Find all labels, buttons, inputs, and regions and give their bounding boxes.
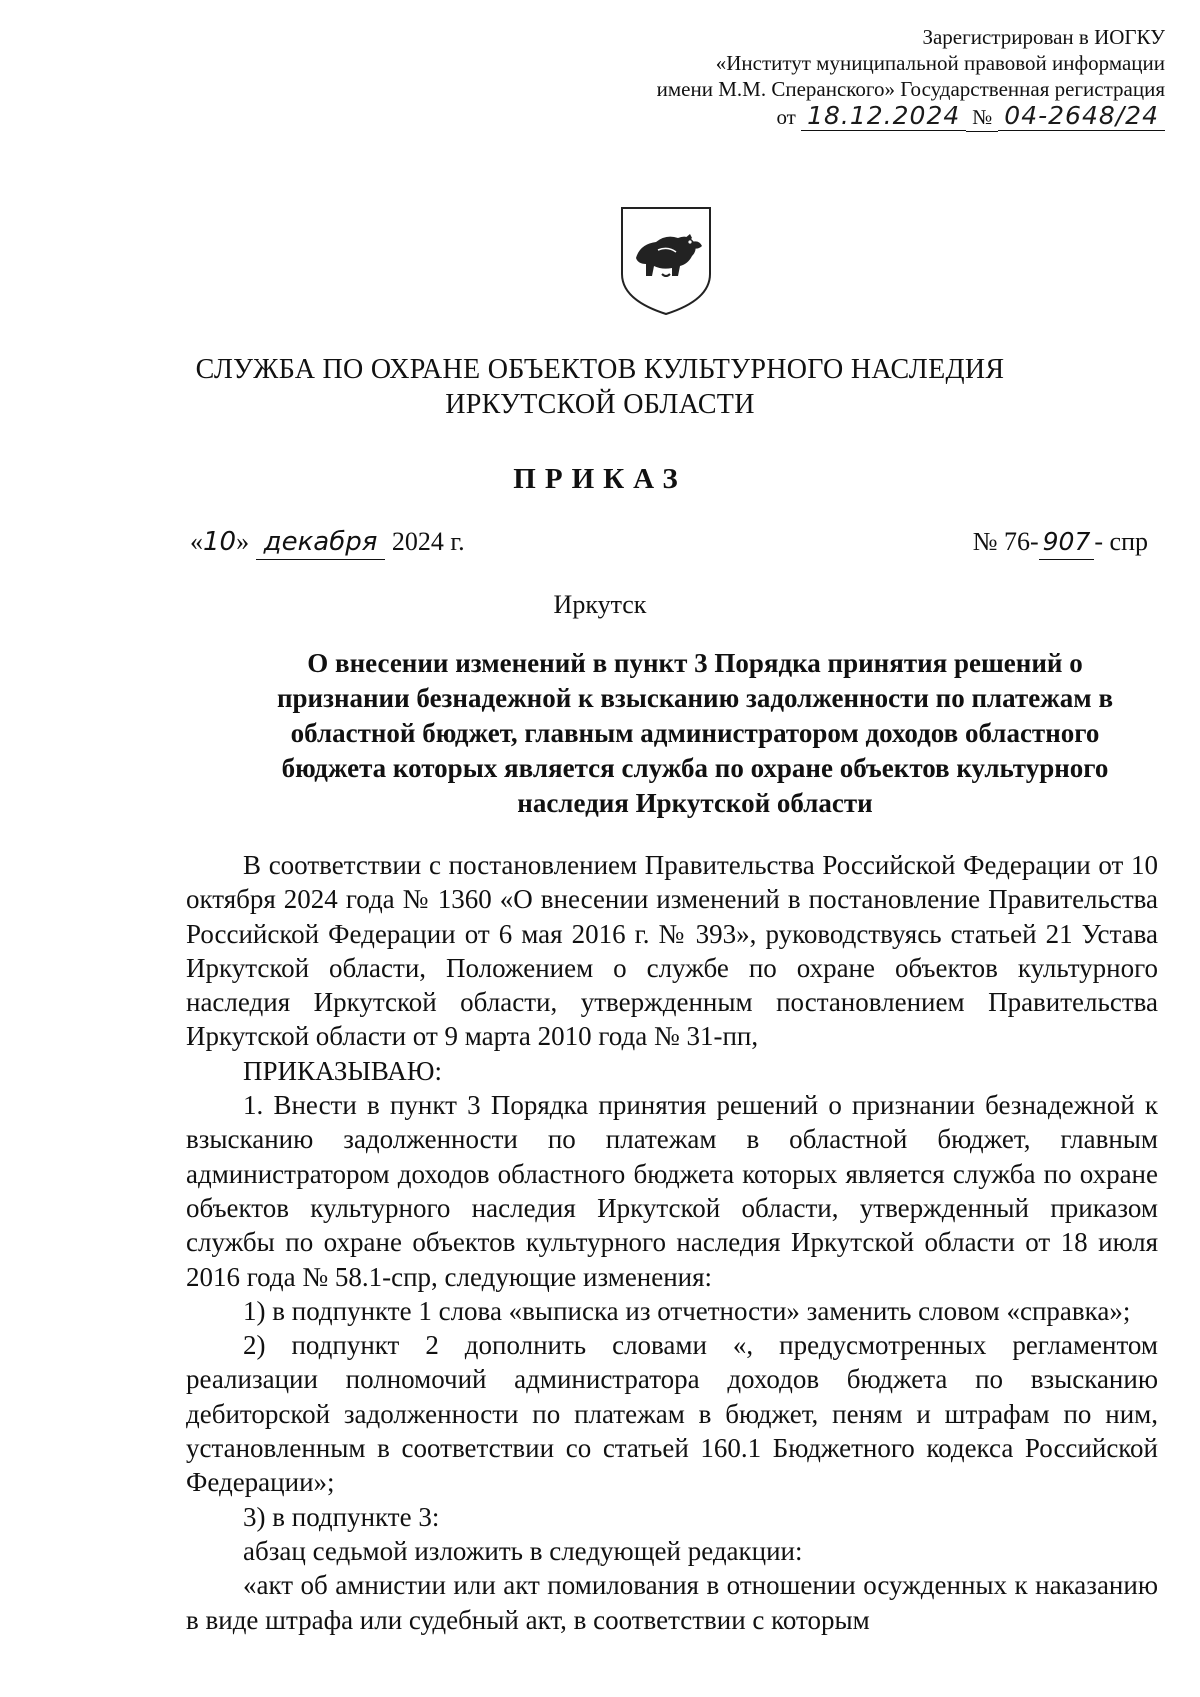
registration-line-4 xyxy=(525,102,1165,132)
preamble-paragraph: В соответствии с постановлением Правительства Российской Федерации от 10 октября 2024 года № 1360 «О внесении изменений в постановление Правительства Российской Федерации от 6 мая 2016 г. № 393», руководствуясь статьей 21 Устава Иркутской области, Положением о службе по охране объектов культурного наследия Иркутской области, утвержденным постановлением Правительства Иркутской области от 9 марта 2010 года № 31-пп, xyxy=(186,850,1158,1052)
order-number xyxy=(973,525,1148,560)
registration-line-2: «Институт муниципальной правовой информации xyxy=(715,51,1165,75)
item-1-paragraph: 1. Внести в пункт 3 Порядка принятия решений о признании безнадежной к взысканию задолженности по платежам в областной бюджет, главным администратором доходов областного бюджета которых является служба по охране объектов культурного наследия Иркутской области, утвержденный приказом службы по охране объектов культурного наследия Иркутской области от 18 июля 2016 года № 58.1-спр, следующие изменения: xyxy=(186,1090,1158,1292)
order-heading: О внесении изменений в пункт 3 Порядка принятия решений о признании безнадежной к взысканию задолженности по платежам в областной бюджет, главным администратором доходов областного бюджета которых является служба по охране объектов культурного наследия Иркутской области xyxy=(276,648,1114,818)
date-day: 10 xyxy=(203,527,237,557)
subitem-2-paragraph: 2) подпункт 2 дополнить словами «, предусмотренных регламентом реализации полномочий администратора доходов бюджета по взысканию дебиторской задолженности по платежам в бюджет, пеням и штрафам по ним, установленным в соответствии со статьей 160.1 Бюджетного кодекса Российской Федерации»; xyxy=(186,1330,1158,1498)
registration-date-prefix: от xyxy=(776,105,796,129)
coat-of-arms-icon xyxy=(618,204,714,318)
subitem-3-paragraph: 3) в подпункте 3: xyxy=(243,1501,440,1532)
number-value: 907 xyxy=(1039,525,1095,560)
subitem-3-abzac: абзац седьмой изложить в следующей редакции: xyxy=(243,1535,803,1566)
date-year: 2024 г. xyxy=(391,527,465,556)
registration-date: 18.12.2024 xyxy=(801,102,966,131)
city: Иркутск xyxy=(553,590,647,619)
organization-line-1: СЛУЖБА ПО ОХРАНЕ ОБЪЕКТОВ КУЛЬТУРНОГО НАСЛЕДИЯ xyxy=(195,354,1005,385)
order-body xyxy=(186,848,1158,1637)
registration-number: 04-2648/24 xyxy=(998,102,1165,131)
order-word: ПРИКАЗЫВАЮ: xyxy=(243,1055,442,1086)
registration-line-1: Зарегистрирован в ИОГКУ xyxy=(922,25,1165,49)
date-open-quote: « xyxy=(190,527,203,556)
number-suffix: - спр xyxy=(1094,527,1148,556)
registration-line-3: имени М.М. Сперанского» Государственная регистрация xyxy=(656,77,1165,101)
registration-number-prefix: № xyxy=(966,103,998,132)
date-month: декабря xyxy=(256,525,386,560)
order-date xyxy=(190,525,465,560)
date-close-quote: » xyxy=(236,527,250,556)
subitem-1-paragraph: 1) в подпункте 1 слова «выписка из отчетности» заменить словом «справка»; xyxy=(243,1295,1131,1326)
organization-line-2: ИРКУТСКОЙ ОБЛАСТИ xyxy=(445,389,755,420)
subitem-3-quote: «акт об амнистии или акт помилования в отношении осужденных к наказанию в виде штрафа или судебный акт, в соответствии с которым xyxy=(186,1570,1158,1635)
document-type: ПРИКАЗ xyxy=(513,463,687,495)
organization-name xyxy=(0,352,1200,422)
registration-stamp xyxy=(525,24,1165,132)
number-prefix: № 76- xyxy=(972,527,1039,556)
